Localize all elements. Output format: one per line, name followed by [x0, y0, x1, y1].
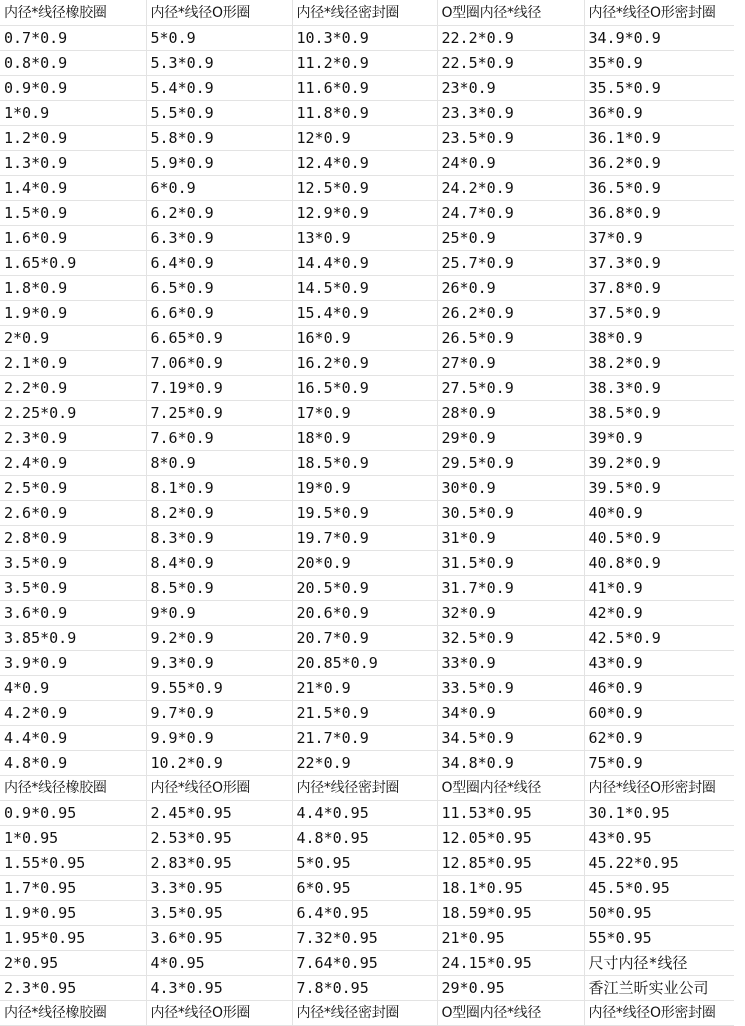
size-cell[interactable]: 1.5*0.9 [0, 200, 146, 225]
size-cell[interactable]: 20.85*0.9 [292, 650, 437, 675]
size-cell[interactable]: 2.3*0.95 [0, 975, 146, 1000]
size-cell[interactable]: 1.95*0.95 [0, 925, 146, 950]
size-cell[interactable]: 30*0.9 [437, 475, 584, 500]
size-cell[interactable]: 23.3*0.9 [437, 100, 584, 125]
size-cell[interactable]: 21*0.95 [437, 925, 584, 950]
size-cell[interactable]: 26.2*0.9 [437, 300, 584, 325]
size-cell[interactable]: 6.5*0.9 [146, 275, 292, 300]
size-cell[interactable]: 7.8*0.95 [292, 975, 437, 1000]
size-cell[interactable]: 4.3*0.95 [146, 975, 292, 1000]
table-row [0, 25, 734, 50]
table-row [0, 125, 734, 150]
size-cell[interactable]: 12*0.9 [292, 125, 437, 150]
table-row [0, 925, 734, 950]
size-cell[interactable]: 0.9*0.95 [0, 800, 146, 825]
size-cell[interactable]: 10.2*0.9 [146, 750, 292, 775]
size-cell[interactable]: 7.6*0.9 [146, 425, 292, 450]
size-cell[interactable]: 9.3*0.9 [146, 650, 292, 675]
size-cell[interactable]: 36.2*0.9 [584, 150, 734, 175]
size-cell[interactable]: 2.3*0.9 [0, 425, 146, 450]
size-cell[interactable]: 11.8*0.9 [292, 100, 437, 125]
size-cell[interactable]: 6*0.9 [146, 175, 292, 200]
table-row [0, 350, 734, 375]
size-cell[interactable]: 21*0.9 [292, 675, 437, 700]
size-cell[interactable]: 12.85*0.95 [437, 850, 584, 875]
table-row [0, 200, 734, 225]
size-cell[interactable]: 27*0.9 [437, 350, 584, 375]
size-cell[interactable]: 23.5*0.9 [437, 125, 584, 150]
size-cell[interactable]: 38.3*0.9 [584, 375, 734, 400]
header-row [0, 1000, 734, 1025]
size-cell[interactable]: 40*0.9 [584, 500, 734, 525]
size-cell[interactable]: 11.6*0.9 [292, 75, 437, 100]
size-cell[interactable]: 1.55*0.95 [0, 850, 146, 875]
size-cell[interactable]: 32*0.9 [437, 600, 584, 625]
size-cell[interactable]: 21.7*0.9 [292, 725, 437, 750]
size-cell[interactable]: 4.2*0.9 [0, 700, 146, 725]
size-cell[interactable]: 2.4*0.9 [0, 450, 146, 475]
table-row [0, 550, 734, 575]
size-cell[interactable]: 0.8*0.9 [0, 50, 146, 75]
table-row [0, 750, 734, 775]
size-cell[interactable]: 26*0.9 [437, 275, 584, 300]
header-cell[interactable]: 内径*线径密封圈 [292, 1000, 437, 1025]
size-cell[interactable]: 16.2*0.9 [292, 350, 437, 375]
size-cell[interactable]: 尺寸内径*线径 [584, 950, 734, 975]
size-cell[interactable]: 14.4*0.9 [292, 250, 437, 275]
table-row [0, 100, 734, 125]
size-cell[interactable]: 45.5*0.95 [584, 875, 734, 900]
size-cell[interactable]: 33.5*0.9 [437, 675, 584, 700]
size-cell[interactable]: 12.4*0.9 [292, 150, 437, 175]
size-cell[interactable]: 26.5*0.9 [437, 325, 584, 350]
size-cell[interactable]: 36.8*0.9 [584, 200, 734, 225]
size-cell[interactable]: 50*0.95 [584, 900, 734, 925]
size-cell[interactable]: 39*0.9 [584, 425, 734, 450]
size-cell[interactable]: 2.53*0.95 [146, 825, 292, 850]
size-cell[interactable]: 23*0.9 [437, 75, 584, 100]
size-cell[interactable]: 46*0.9 [584, 675, 734, 700]
size-cell[interactable]: 1*0.9 [0, 100, 146, 125]
size-cell[interactable]: 17*0.9 [292, 400, 437, 425]
size-cell[interactable]: 37.3*0.9 [584, 250, 734, 275]
size-cell[interactable]: 8.5*0.9 [146, 575, 292, 600]
header-cell[interactable]: O型圈内径*线径 [437, 0, 584, 25]
size-cell[interactable]: 60*0.9 [584, 700, 734, 725]
size-cell[interactable]: 39.5*0.9 [584, 475, 734, 500]
table-row [0, 900, 734, 925]
size-cell[interactable]: 20.5*0.9 [292, 575, 437, 600]
table-row [0, 50, 734, 75]
size-cell[interactable]: 3.3*0.95 [146, 875, 292, 900]
header-row [0, 775, 734, 800]
size-cell[interactable]: 3.5*0.95 [146, 900, 292, 925]
size-cell[interactable]: 1.9*0.9 [0, 300, 146, 325]
size-cell[interactable]: 8.3*0.9 [146, 525, 292, 550]
size-cell[interactable]: 18.59*0.95 [437, 900, 584, 925]
table-row [0, 700, 734, 725]
size-cell[interactable]: 8.4*0.9 [146, 550, 292, 575]
size-cell[interactable]: 1.6*0.9 [0, 225, 146, 250]
header-cell[interactable]: 内径*线径O形圈 [146, 0, 292, 25]
size-cell[interactable]: 43*0.95 [584, 825, 734, 850]
size-cell[interactable]: 22.5*0.9 [437, 50, 584, 75]
size-cell[interactable]: 36.5*0.9 [584, 175, 734, 200]
size-cell[interactable]: 39.2*0.9 [584, 450, 734, 475]
size-cell[interactable]: 21.5*0.9 [292, 700, 437, 725]
size-cell[interactable]: 16.5*0.9 [292, 375, 437, 400]
size-cell[interactable]: 37*0.9 [584, 225, 734, 250]
size-cell[interactable]: 2.45*0.95 [146, 800, 292, 825]
size-cell[interactable]: 4*0.9 [0, 675, 146, 700]
header-cell[interactable]: 内径*线径O形密封圈 [584, 1000, 734, 1025]
size-cell[interactable]: 29.5*0.9 [437, 450, 584, 475]
header-cell[interactable]: 内径*线径橡胶圈 [0, 775, 146, 800]
size-cell[interactable]: 8.2*0.9 [146, 500, 292, 525]
table-row [0, 500, 734, 525]
size-cell[interactable]: 40.5*0.9 [584, 525, 734, 550]
table-row [0, 150, 734, 175]
size-cell[interactable]: 22.2*0.9 [437, 25, 584, 50]
size-cell[interactable]: 5*0.9 [146, 25, 292, 50]
table-row [0, 825, 734, 850]
size-cell[interactable]: 45.22*0.95 [584, 850, 734, 875]
size-cell[interactable]: 10.3*0.9 [292, 25, 437, 50]
size-cell[interactable]: 38.5*0.9 [584, 400, 734, 425]
size-cell[interactable]: 16*0.9 [292, 325, 437, 350]
size-cell[interactable]: 36*0.9 [584, 100, 734, 125]
size-cell[interactable]: 1.7*0.95 [0, 875, 146, 900]
size-cell[interactable]: 11.53*0.95 [437, 800, 584, 825]
table-row [0, 950, 734, 975]
header-cell[interactable]: 内径*线径橡胶圈 [0, 0, 146, 25]
size-cell[interactable]: 8*0.9 [146, 450, 292, 475]
size-cell[interactable]: 20.7*0.9 [292, 625, 437, 650]
table-row [0, 600, 734, 625]
size-cell[interactable]: 4*0.95 [146, 950, 292, 975]
size-cell[interactable]: 34.5*0.9 [437, 725, 584, 750]
table-row [0, 450, 734, 475]
size-cell[interactable]: 35*0.9 [584, 50, 734, 75]
size-cell[interactable]: 6.2*0.9 [146, 200, 292, 225]
size-cell[interactable]: 9*0.9 [146, 600, 292, 625]
table-row [0, 625, 734, 650]
size-cell[interactable]: 6.65*0.9 [146, 325, 292, 350]
size-cell[interactable]: 2.5*0.9 [0, 475, 146, 500]
header-cell[interactable]: 内径*线径橡胶圈 [0, 1000, 146, 1025]
size-cell[interactable]: 20.6*0.9 [292, 600, 437, 625]
table-row [0, 875, 734, 900]
size-cell[interactable]: 43*0.9 [584, 650, 734, 675]
size-cell[interactable]: 9.9*0.9 [146, 725, 292, 750]
size-cell[interactable]: 12.9*0.9 [292, 200, 437, 225]
size-cell[interactable]: 7.32*0.95 [292, 925, 437, 950]
size-cell[interactable]: 41*0.9 [584, 575, 734, 600]
size-cell[interactable]: 3.6*0.95 [146, 925, 292, 950]
header-cell[interactable]: O型圈内径*线径 [437, 775, 584, 800]
size-cell[interactable]: 15.4*0.9 [292, 300, 437, 325]
size-cell[interactable]: 2*0.95 [0, 950, 146, 975]
size-cell[interactable]: 3.9*0.9 [0, 650, 146, 675]
size-cell[interactable]: 6.4*0.9 [146, 250, 292, 275]
size-cell[interactable]: 0.9*0.9 [0, 75, 146, 100]
size-cell[interactable]: 31*0.9 [437, 525, 584, 550]
size-cell[interactable]: 13*0.9 [292, 225, 437, 250]
size-cell[interactable]: 5*0.95 [292, 850, 437, 875]
size-cell[interactable]: 14.5*0.9 [292, 275, 437, 300]
size-cell[interactable]: 5.3*0.9 [146, 50, 292, 75]
table-row [0, 800, 734, 825]
size-cell[interactable]: 1.2*0.9 [0, 125, 146, 150]
table-row [0, 425, 734, 450]
size-cell[interactable]: 24.7*0.9 [437, 200, 584, 225]
size-cell[interactable]: 25.7*0.9 [437, 250, 584, 275]
size-cell[interactable]: 33*0.9 [437, 650, 584, 675]
size-cell[interactable]: 4.8*0.95 [292, 825, 437, 850]
header-cell[interactable]: 内径*线径密封圈 [292, 0, 437, 25]
size-cell[interactable]: 2.1*0.9 [0, 350, 146, 375]
size-cell[interactable]: 19*0.9 [292, 475, 437, 500]
size-cell[interactable]: 18.5*0.9 [292, 450, 437, 475]
size-cell[interactable]: 0.7*0.9 [0, 25, 146, 50]
size-cell[interactable]: 75*0.9 [584, 750, 734, 775]
table-row [0, 325, 734, 350]
table-row [0, 275, 734, 300]
table-row [0, 225, 734, 250]
size-cell[interactable]: 6.4*0.95 [292, 900, 437, 925]
size-cell[interactable]: 62*0.9 [584, 725, 734, 750]
size-cell[interactable]: 3.6*0.9 [0, 600, 146, 625]
size-cell[interactable]: 19.5*0.9 [292, 500, 437, 525]
header-cell[interactable]: O型圈内径*线径 [437, 1000, 584, 1025]
table-row [0, 175, 734, 200]
size-cell[interactable]: 20*0.9 [292, 550, 437, 575]
size-cell[interactable]: 1.4*0.9 [0, 175, 146, 200]
size-cell[interactable]: 5.9*0.9 [146, 150, 292, 175]
size-cell[interactable]: 28*0.9 [437, 400, 584, 425]
size-cell[interactable]: 34.9*0.9 [584, 25, 734, 50]
size-cell[interactable]: 2*0.9 [0, 325, 146, 350]
table-row [0, 525, 734, 550]
size-cell[interactable]: 24*0.9 [437, 150, 584, 175]
size-cell[interactable]: 4.8*0.9 [0, 750, 146, 775]
size-cell[interactable]: 12.05*0.95 [437, 825, 584, 850]
size-cell[interactable]: 22*0.9 [292, 750, 437, 775]
size-cell[interactable]: 29*0.9 [437, 425, 584, 450]
size-cell[interactable]: 38*0.9 [584, 325, 734, 350]
size-cell[interactable]: 12.5*0.9 [292, 175, 437, 200]
size-cell[interactable]: 5.4*0.9 [146, 75, 292, 100]
table-row [0, 850, 734, 875]
table-row [0, 375, 734, 400]
table-row [0, 475, 734, 500]
size-cell[interactable]: 19.7*0.9 [292, 525, 437, 550]
size-cell[interactable]: 1*0.95 [0, 825, 146, 850]
size-cell[interactable]: 7.19*0.9 [146, 375, 292, 400]
size-cell[interactable]: 6.3*0.9 [146, 225, 292, 250]
table-row [0, 300, 734, 325]
size-cell[interactable]: 25*0.9 [437, 225, 584, 250]
size-cell[interactable]: 30.1*0.95 [584, 800, 734, 825]
size-cell[interactable]: 6*0.95 [292, 875, 437, 900]
size-cell[interactable]: 4.4*0.9 [0, 725, 146, 750]
size-cell[interactable]: 32.5*0.9 [437, 625, 584, 650]
size-cell[interactable]: 24.15*0.95 [437, 950, 584, 975]
table-row [0, 250, 734, 275]
size-cell[interactable]: 24.2*0.9 [437, 175, 584, 200]
size-cell[interactable]: 29*0.95 [437, 975, 584, 1000]
table-row [0, 575, 734, 600]
table-row [0, 725, 734, 750]
size-cell[interactable]: 2.6*0.9 [0, 500, 146, 525]
size-cell[interactable]: 31.7*0.9 [437, 575, 584, 600]
table-row [0, 975, 734, 1000]
size-cell[interactable]: 8.1*0.9 [146, 475, 292, 500]
size-cell[interactable]: 3.85*0.9 [0, 625, 146, 650]
size-cell[interactable]: 5.5*0.9 [146, 100, 292, 125]
size-cell[interactable]: 2.25*0.9 [0, 400, 146, 425]
size-cell[interactable]: 42.5*0.9 [584, 625, 734, 650]
table-row [0, 400, 734, 425]
size-cell[interactable]: 37.8*0.9 [584, 275, 734, 300]
size-cell[interactable]: 18*0.9 [292, 425, 437, 450]
size-cell[interactable]: 2.83*0.95 [146, 850, 292, 875]
header-cell[interactable]: 内径*线径O形密封圈 [584, 0, 734, 25]
size-cell[interactable]: 36.1*0.9 [584, 125, 734, 150]
size-cell[interactable]: 1.9*0.95 [0, 900, 146, 925]
size-cell[interactable]: 4.4*0.95 [292, 800, 437, 825]
size-cell[interactable]: 7.06*0.9 [146, 350, 292, 375]
size-cell[interactable]: 31.5*0.9 [437, 550, 584, 575]
table-row [0, 650, 734, 675]
size-cell[interactable]: 6.6*0.9 [146, 300, 292, 325]
header-row [0, 0, 734, 25]
size-cell[interactable]: 38.2*0.9 [584, 350, 734, 375]
header-cell[interactable]: 内径*线径O形圈 [146, 775, 292, 800]
size-cell[interactable]: 3.5*0.9 [0, 575, 146, 600]
size-cell[interactable]: 27.5*0.9 [437, 375, 584, 400]
size-cell[interactable]: 香江兰昕实业公司 [584, 975, 734, 1000]
size-cell[interactable]: 11.2*0.9 [292, 50, 437, 75]
size-cell[interactable]: 1.65*0.9 [0, 250, 146, 275]
table-row [0, 675, 734, 700]
size-cell[interactable]: 5.8*0.9 [146, 125, 292, 150]
size-cell[interactable]: 3.5*0.9 [0, 550, 146, 575]
size-cell[interactable]: 7.64*0.95 [292, 950, 437, 975]
size-cell[interactable]: 40.8*0.9 [584, 550, 734, 575]
size-cell[interactable]: 35.5*0.9 [584, 75, 734, 100]
size-cell[interactable]: 7.25*0.9 [146, 400, 292, 425]
size-cell[interactable]: 55*0.95 [584, 925, 734, 950]
table-row [0, 75, 734, 100]
size-cell[interactable]: 34*0.9 [437, 700, 584, 725]
header-cell[interactable]: 内径*线径O形圈 [146, 1000, 292, 1025]
size-cell[interactable]: 1.8*0.9 [0, 275, 146, 300]
size-cell[interactable]: 1.3*0.9 [0, 150, 146, 175]
size-cell[interactable]: 2.2*0.9 [0, 375, 146, 400]
size-cell[interactable]: 18.1*0.95 [437, 875, 584, 900]
header-cell[interactable]: 内径*线径密封圈 [292, 775, 437, 800]
size-cell[interactable]: 30.5*0.9 [437, 500, 584, 525]
size-cell[interactable]: 9.2*0.9 [146, 625, 292, 650]
size-cell[interactable]: 34.8*0.9 [437, 750, 584, 775]
size-cell[interactable]: 2.8*0.9 [0, 525, 146, 550]
header-cell[interactable]: 内径*线径O形密封圈 [584, 775, 734, 800]
size-cell[interactable]: 9.7*0.9 [146, 700, 292, 725]
size-cell[interactable]: 37.5*0.9 [584, 300, 734, 325]
size-cell[interactable]: 9.55*0.9 [146, 675, 292, 700]
size-cell[interactable]: 42*0.9 [584, 600, 734, 625]
